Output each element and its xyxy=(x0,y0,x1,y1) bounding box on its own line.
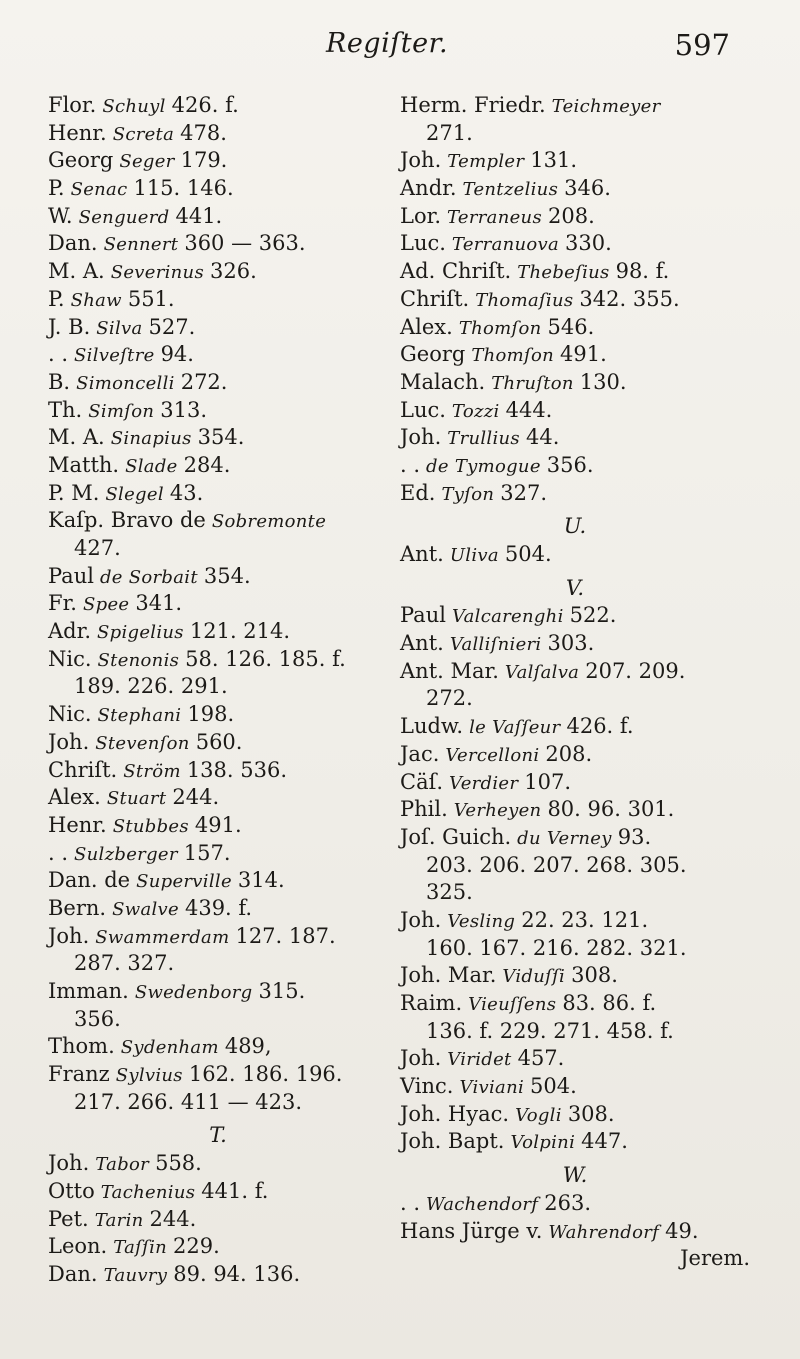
index-entry xyxy=(400,630,750,658)
entry-pages: 546. xyxy=(547,314,595,339)
entry-forename: Malach. xyxy=(400,369,486,394)
entry-forename: Ed. xyxy=(400,480,436,505)
entry-surname: Valcarenghi xyxy=(451,606,564,628)
entry-pages: 315. xyxy=(258,979,306,1003)
entry-pages: 441. f. xyxy=(201,1178,269,1203)
index-entry xyxy=(48,369,388,397)
entry-forename: Jac. xyxy=(400,741,440,766)
index-entry xyxy=(400,602,750,630)
entry-surname: de Tymogue xyxy=(426,455,541,477)
entry-pages: 491. xyxy=(560,342,607,367)
entry-forename: P. xyxy=(48,176,65,201)
entry-surname: Viviani xyxy=(459,1077,525,1099)
entry-pages: 527. xyxy=(148,314,196,339)
entry-surname: Schuyl xyxy=(102,96,166,117)
entry-forename: Ad. Chriſt. xyxy=(400,259,512,284)
entry-surname: Viduſſi xyxy=(502,966,566,988)
section-letter: U. xyxy=(563,514,587,539)
entry-forename: Henr. xyxy=(48,812,107,837)
index-entry xyxy=(48,895,388,923)
entry-surname: Teichmeyer xyxy=(551,96,661,117)
entry-pages: 263. xyxy=(544,1190,592,1215)
entry-surname: Stuart xyxy=(106,788,167,810)
entry-forename: Alex. xyxy=(400,314,453,339)
index-entry xyxy=(400,769,750,797)
entry-forename: Joh. Hyac. xyxy=(400,1101,510,1126)
index-entry xyxy=(400,147,750,175)
entry-forename: Alex. xyxy=(48,785,101,810)
index-entry xyxy=(400,286,750,314)
entry-surname: Swalve xyxy=(112,898,179,920)
entry-forename: Nic. xyxy=(48,702,92,727)
index-entry xyxy=(400,824,750,852)
entry-continuation: 136. f. 229. 271. 458. f. xyxy=(426,1018,674,1043)
index-entry xyxy=(400,92,750,120)
entry-continuation: 427. xyxy=(74,536,121,560)
entry-pages: 162. 186. 196. xyxy=(188,1062,343,1087)
entry-pages: 489, xyxy=(224,1034,272,1059)
index-entry xyxy=(400,341,750,369)
index-entry xyxy=(400,480,750,508)
index-entry xyxy=(400,397,750,425)
entry-pages: 426. f. xyxy=(566,714,634,739)
entry-surname: Volpini xyxy=(510,1132,576,1154)
entry-pages: 49. xyxy=(665,1218,699,1243)
entry-surname: Spee xyxy=(82,594,130,616)
entry-pages: 439. f. xyxy=(184,895,253,920)
entry-forename: Franz xyxy=(48,1062,110,1087)
entry-surname: Vesling xyxy=(447,910,516,932)
entry-pages: 342. 355. xyxy=(579,286,680,311)
entry-surname: Simoncelli xyxy=(76,372,175,394)
entry-pages: 354. xyxy=(197,425,245,450)
index-entry xyxy=(48,507,388,535)
entry-surname: Thruſton xyxy=(491,372,574,394)
entry-forename: Kaſp. Bravo de xyxy=(48,508,206,533)
entry-pages: 127. 187. xyxy=(235,923,336,948)
entry-pages: 115. 146. xyxy=(133,176,234,201)
entry-forename: Matth. xyxy=(48,452,120,477)
entry-surname: Thomſon xyxy=(458,317,542,339)
entry-pages: 426. f. xyxy=(171,93,239,117)
entry-surname: Slegel xyxy=(105,483,164,505)
entry-forename: Joh. xyxy=(400,425,442,450)
entry-surname: Terranuova xyxy=(451,234,560,256)
entry-surname: Vieuſſens xyxy=(468,994,557,1015)
index-entry xyxy=(48,1261,388,1289)
index-entry xyxy=(400,1073,750,1101)
entry-forename: Joſ. Guich. xyxy=(400,824,512,849)
index-entry xyxy=(48,563,388,591)
index-entry xyxy=(48,230,388,258)
entry-pages: 308. xyxy=(571,963,618,988)
index-entry xyxy=(48,1150,388,1178)
entry-surname: Swedenborg xyxy=(134,982,253,1003)
index-entry xyxy=(400,990,750,1018)
entry-forename: Joh. xyxy=(48,923,90,948)
entry-forename: Pet. xyxy=(48,1206,89,1231)
entry-pages: 89. 94. 136. xyxy=(173,1261,301,1286)
entry-pages: 360 — 363. xyxy=(184,231,306,256)
index-entry xyxy=(48,867,388,895)
index-entry xyxy=(48,92,388,120)
index-entry xyxy=(48,258,388,286)
entry-forename: Chriſt. xyxy=(400,286,470,311)
entry-surname: Sobremonte xyxy=(211,511,327,533)
entry-surname: Sennert xyxy=(103,234,179,256)
entry-pages: 157. xyxy=(183,840,231,865)
entry-forename: Joh. Mar. xyxy=(400,963,497,988)
entry-surname: Seger xyxy=(119,151,175,173)
entry-pages: 491. xyxy=(194,812,242,837)
index-entry xyxy=(400,741,750,769)
section-letter: V. xyxy=(565,575,585,600)
entry-forename: Herm. Friedr. xyxy=(400,93,546,117)
entry-surname: Tozzi xyxy=(451,400,500,422)
entry-forename: Imman. xyxy=(48,979,129,1003)
entry-pages: 303. xyxy=(547,631,595,656)
entry-surname: Sulzberger xyxy=(74,843,178,865)
right-index-column xyxy=(400,92,750,1273)
index-entry xyxy=(400,230,750,258)
entry-forename: Dan. xyxy=(48,231,98,256)
entry-surname: Tarin xyxy=(94,1209,144,1231)
entry-forename: Thom. xyxy=(48,1034,115,1059)
entry-forename: M. A. xyxy=(48,425,105,450)
entry-pages: 441. xyxy=(175,203,223,228)
entry-pages: 244. xyxy=(149,1206,197,1231)
entry-pages: 207. 209. xyxy=(585,658,686,683)
entry-surname: Slade xyxy=(125,455,178,477)
entry-pages: 478. xyxy=(180,120,227,145)
index-entry xyxy=(400,369,750,397)
entry-forename: Lor. xyxy=(400,203,441,228)
entry-pages: 83. 86. f. xyxy=(562,991,657,1015)
entry-pages: 314. xyxy=(237,868,285,893)
index-entry xyxy=(48,757,388,785)
entry-pages: 522. xyxy=(569,603,617,628)
entry-pages: 22. 23. 121. xyxy=(521,907,649,932)
index-entry xyxy=(48,1033,388,1061)
index-entry xyxy=(400,907,750,935)
index-entry xyxy=(48,1178,388,1206)
entry-surname: Viridet xyxy=(447,1049,512,1071)
entry-forename: Joh. Bapt. xyxy=(400,1129,505,1154)
entry-surname: Wahrendorf xyxy=(548,1221,660,1243)
entry-surname: Stevenſon xyxy=(95,732,190,754)
entry-surname: de Sorbait xyxy=(99,566,198,588)
index-entry xyxy=(48,120,388,148)
index-entry xyxy=(400,203,750,231)
entry-pages: 504. xyxy=(530,1074,577,1099)
entry-forename: . . xyxy=(400,1190,421,1215)
entry-forename: P. M. xyxy=(48,480,100,505)
catchword: Jerem. xyxy=(680,1246,750,1271)
index-entry xyxy=(48,923,388,951)
entry-continuation: 189. 226. 291. xyxy=(74,674,228,699)
entry-forename: Vinc. xyxy=(400,1074,454,1099)
entry-forename: W. xyxy=(48,203,73,228)
entry-forename: Bern. xyxy=(48,895,107,920)
entry-forename: J. B. xyxy=(48,314,91,339)
entry-pages: 327. xyxy=(500,480,547,505)
entry-forename: Georg xyxy=(48,148,114,173)
entry-pages: 447. xyxy=(581,1129,628,1154)
index-entry xyxy=(48,314,388,342)
entry-pages: 98. f. xyxy=(615,259,670,284)
index-entry xyxy=(400,713,750,741)
entry-pages: 457. xyxy=(517,1046,565,1071)
entry-surname: Tyſon xyxy=(441,483,495,505)
entry-forename: Cäſ. xyxy=(400,769,444,794)
entry-surname: Superville xyxy=(136,871,232,893)
index-entry xyxy=(400,1190,750,1218)
entry-surname: Vercelloni xyxy=(445,744,540,766)
index-entry xyxy=(400,1101,750,1129)
entry-pages: 138. 536. xyxy=(186,757,288,782)
entry-pages: 308. xyxy=(567,1101,615,1126)
entry-continuation: 325. xyxy=(426,880,473,905)
entry-surname: Sinapius xyxy=(110,428,192,450)
entry-forename: Luc. xyxy=(400,397,446,422)
entry-surname: Trullius xyxy=(447,428,520,450)
entry-forename: Joh. xyxy=(400,907,442,932)
entry-forename: Dan. de xyxy=(48,868,131,893)
index-entry xyxy=(48,784,388,812)
entry-forename: M. A. xyxy=(48,259,105,284)
entry-pages: 130. xyxy=(579,369,627,394)
entry-surname: Uliva xyxy=(449,545,499,566)
entry-forename: Otto xyxy=(48,1178,95,1203)
index-entry xyxy=(48,452,388,480)
entry-pages: 131. xyxy=(530,148,577,173)
entry-pages: 558. xyxy=(155,1151,202,1176)
entry-forename: Paul xyxy=(400,603,446,628)
entry-surname: Stubbes xyxy=(112,815,189,837)
index-entry xyxy=(48,147,388,175)
entry-forename: Leon. xyxy=(48,1234,108,1259)
entry-forename: Th. xyxy=(48,397,83,422)
index-entry xyxy=(400,175,750,203)
entry-pages: 93. xyxy=(617,824,652,849)
entry-forename: Ant. xyxy=(400,631,444,656)
entry-forename: Ludw. xyxy=(400,714,464,739)
entry-surname: Thomaſius xyxy=(475,289,574,311)
entry-continuation: 287. 327. xyxy=(74,951,175,976)
entry-continuation: 217. 266. 411 — 423. xyxy=(74,1089,303,1114)
entry-pages: 504. xyxy=(504,542,552,566)
entry-surname: Shaw xyxy=(70,289,122,311)
entry-continuation: 160. 167. 216. 282. 321. xyxy=(426,935,687,960)
entry-pages: 284. xyxy=(183,452,231,477)
entry-surname: Verdier xyxy=(449,772,519,794)
left-index-column xyxy=(48,92,388,1289)
entry-pages: 107. xyxy=(524,769,572,794)
section-letter: W. xyxy=(562,1163,588,1188)
entry-forename: Adr. xyxy=(48,619,92,644)
entry-pages: 341. xyxy=(135,591,183,616)
entry-surname: Templer xyxy=(447,151,525,173)
entry-pages: 229. xyxy=(173,1234,220,1259)
entry-forename: Joh. xyxy=(400,1046,442,1071)
index-entry xyxy=(48,424,388,452)
entry-surname: le Vaſſeur xyxy=(469,717,561,739)
entry-forename: Raim. xyxy=(400,991,463,1015)
entry-pages: 444. xyxy=(505,397,553,422)
index-entry xyxy=(48,175,388,203)
entry-surname: Tabor xyxy=(95,1154,150,1176)
index-entry xyxy=(400,424,750,452)
index-entry xyxy=(400,541,750,569)
section-letter: T. xyxy=(209,1123,227,1148)
entry-surname: Wachendorf xyxy=(426,1193,539,1215)
index-entry xyxy=(400,452,750,480)
index-entry xyxy=(48,978,388,1006)
entry-forename: Joh. xyxy=(48,1151,90,1176)
entry-pages: 80. 96. 301. xyxy=(547,797,675,822)
entry-surname: Stenonis xyxy=(97,649,180,671)
entry-pages: 346. xyxy=(564,176,611,201)
entry-surname: Senguerd xyxy=(78,206,170,228)
entry-pages: 43. xyxy=(169,480,204,505)
index-entry xyxy=(48,840,388,868)
entry-surname: Tachenius xyxy=(100,1181,196,1203)
entry-surname: Sydenham xyxy=(120,1037,219,1059)
entry-surname: Vogli xyxy=(515,1104,562,1126)
entry-pages: 94. xyxy=(160,342,194,367)
index-entry xyxy=(48,341,388,369)
entry-forename: Phil. xyxy=(400,797,448,822)
index-entry xyxy=(400,1218,750,1246)
index-entry xyxy=(400,796,750,824)
index-entry xyxy=(48,286,388,314)
entry-forename: Chriſt. xyxy=(48,757,118,782)
entry-surname: Senac xyxy=(70,179,128,201)
entry-pages: 208. xyxy=(547,203,595,228)
entry-pages: 179. xyxy=(180,148,228,173)
entry-forename: Luc. xyxy=(400,231,446,256)
page-number: 597 xyxy=(674,28,730,62)
index-entry xyxy=(400,1128,750,1156)
entry-pages: 272. xyxy=(180,369,228,394)
entry-forename: Hans Jürge v. xyxy=(400,1218,543,1243)
entry-pages: 356. xyxy=(546,452,594,477)
entry-surname: Taſſin xyxy=(113,1237,168,1259)
entry-forename: . . xyxy=(48,342,69,367)
page-header xyxy=(0,22,800,72)
index-entry xyxy=(48,701,388,729)
entry-surname: Valliſnieri xyxy=(449,634,542,656)
entry-surname: Silva xyxy=(96,317,143,339)
entry-pages: 313. xyxy=(160,397,208,422)
index-entry xyxy=(48,1206,388,1234)
entry-surname: Thomſon xyxy=(471,345,555,367)
entry-pages: 560. xyxy=(195,729,243,754)
entry-surname: Simſon xyxy=(88,400,155,422)
entry-forename: B. xyxy=(48,369,71,394)
index-entry xyxy=(48,397,388,425)
entry-surname: Verheyen xyxy=(453,800,542,822)
entry-continuation: 356. xyxy=(74,1006,121,1031)
entry-surname: Swammerdam xyxy=(95,926,230,948)
index-entry xyxy=(48,729,388,757)
entry-forename: Ant. Mar. xyxy=(400,658,499,683)
entry-forename: Paul xyxy=(48,563,94,588)
entry-forename: P. xyxy=(48,286,65,311)
entry-surname: Silveſtre xyxy=(74,345,155,367)
entry-surname: Thebeſius xyxy=(517,262,610,284)
entry-forename: . . xyxy=(400,452,421,477)
entry-forename: Henr. xyxy=(48,120,107,145)
entry-surname: Spigelius xyxy=(97,622,184,644)
entry-pages: 208. xyxy=(545,741,593,766)
index-entry xyxy=(48,480,388,508)
index-entry xyxy=(48,1233,388,1261)
entry-forename: Fr. xyxy=(48,591,77,616)
entry-surname: Valſalva xyxy=(504,661,580,683)
entry-surname: Tauvry xyxy=(103,1264,168,1286)
running-title: Regiſter. xyxy=(326,28,449,59)
entry-forename: Joh. xyxy=(48,729,90,754)
entry-surname: Screta xyxy=(112,123,175,145)
entry-pages: 551. xyxy=(127,286,175,311)
entry-surname: Sylvius xyxy=(115,1065,183,1087)
entry-forename: Ant. xyxy=(400,542,444,566)
index-entry xyxy=(400,962,750,990)
index-entry xyxy=(48,1061,388,1089)
entry-pages: 244. xyxy=(172,785,220,810)
entry-forename: Flor. xyxy=(48,93,97,117)
entry-forename: . . xyxy=(48,840,69,865)
entry-surname: Tentzelius xyxy=(462,179,559,201)
entry-pages: 354. xyxy=(203,563,251,588)
index-entry xyxy=(48,646,388,674)
entry-pages: 326. xyxy=(210,259,257,284)
entry-surname: du Verney xyxy=(517,827,612,849)
entry-pages: 330. xyxy=(565,231,612,256)
index-entry xyxy=(48,203,388,231)
index-entry xyxy=(400,258,750,286)
entry-forename: Nic. xyxy=(48,646,92,671)
entry-forename: Joh. xyxy=(400,148,442,173)
entry-continuation: 203. 206. 207. 268. 305. xyxy=(426,852,687,877)
entry-continuation: 271. xyxy=(426,120,473,145)
index-entry xyxy=(48,590,388,618)
index-entry xyxy=(400,314,750,342)
entry-continuation: 272. xyxy=(426,686,473,711)
entry-surname: Terraneus xyxy=(447,206,542,228)
entry-surname: Stephani xyxy=(97,705,182,727)
index-entry xyxy=(400,1045,750,1073)
index-entry xyxy=(48,812,388,840)
entry-pages: 44. xyxy=(525,425,560,450)
entry-pages: 58. 126. 185. f. xyxy=(185,646,346,671)
entry-surname: Ström xyxy=(123,760,181,782)
entry-surname: Severinus xyxy=(110,262,204,284)
index-entry xyxy=(400,658,750,686)
entry-forename: Andr. xyxy=(400,176,457,201)
entry-forename: Georg xyxy=(400,342,466,367)
entry-forename: Dan. xyxy=(48,1261,98,1286)
entry-pages: 121. 214. xyxy=(189,619,291,644)
index-entry xyxy=(48,618,388,646)
entry-pages: 198. xyxy=(187,702,235,727)
